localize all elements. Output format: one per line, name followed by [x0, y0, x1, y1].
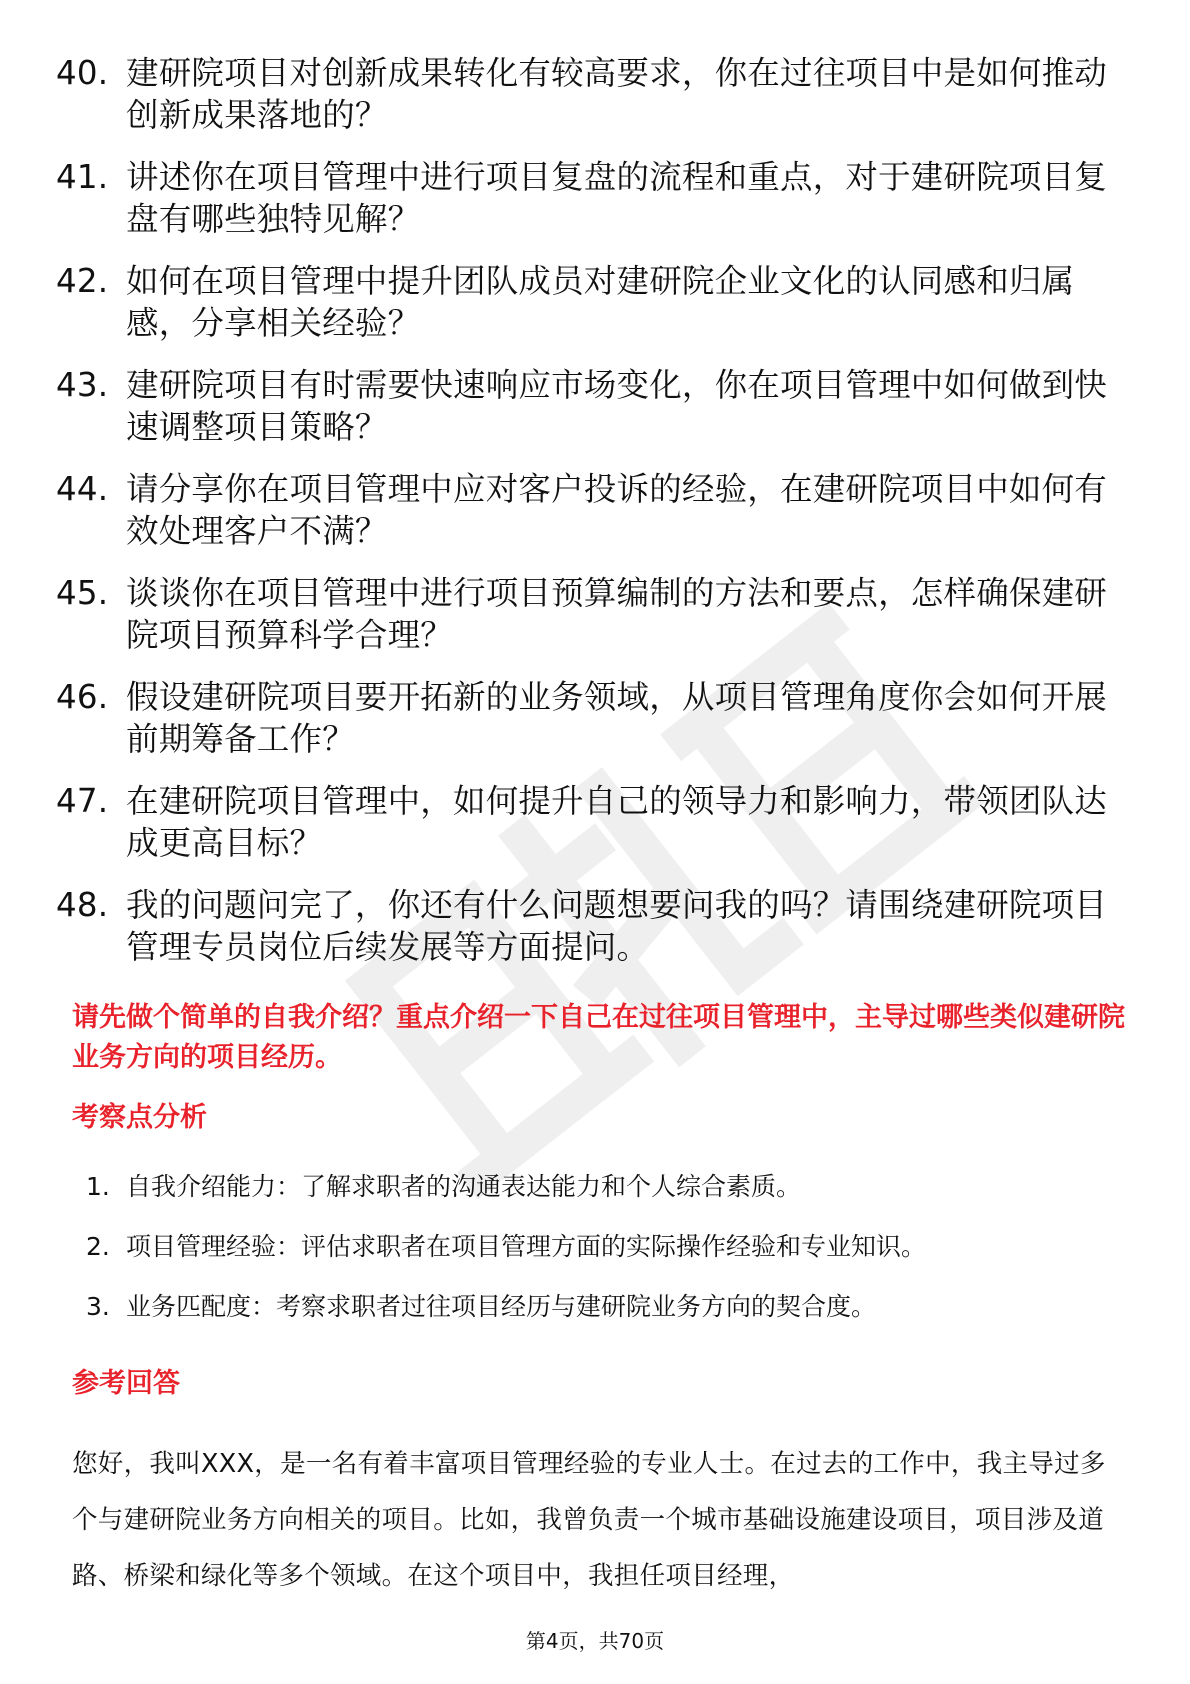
question-text: 我的问题问完了，你还有什么问题想要问我的吗？请围绕建研院项目管理专员岗位后续发展等方面提问。 — [126, 886, 1108, 966]
question-text: 请分享你在项目管理中应对客户投诉的经验，在建研院项目中如何有效处理客户不满？ — [126, 470, 1108, 550]
question-item — [56, 468, 1136, 552]
answer-paragraph: 您好，我叫XXX，是一名有着丰富项目管理经验的专业人士。在过去的工作中，我主导过多个与建研院业务方向相关的项目。比如，我曾负责一个城市基础设施建设项目，项目涉及道路、桥梁和绿化等多个领域。在这个项目中，我担任项目经理， — [72, 1449, 1106, 1591]
point-text: 项目管理经验：评估求职者在项目管理方面的实际操作经验和专业知识。 — [126, 1232, 927, 1261]
point-number: 2. — [86, 1232, 110, 1261]
answer-title: 参考回答 — [72, 1368, 180, 1399]
question-number: 43. — [56, 366, 109, 404]
analysis-points — [86, 1170, 1136, 1350]
question-text: 建研院项目对创新成果转化有较高要求，你在过往项目中是如何推动创新成果落地的？ — [126, 54, 1108, 134]
point-number: 1. — [86, 1172, 110, 1201]
question-text: 谈谈你在项目管理中进行项目预算编制的方法和要点，怎样确保建研院项目预算科学合理？ — [126, 574, 1108, 654]
question-number: 41. — [56, 158, 109, 196]
question-item — [56, 780, 1136, 864]
analysis-point — [86, 1230, 1136, 1264]
question-item — [56, 260, 1136, 344]
analysis-title: 考察点分析 — [72, 1102, 207, 1133]
question-text: 假设建研院项目要开拓新的业务领域，从项目管理角度你会如何开展前期筹备工作？ — [126, 678, 1108, 758]
question-text: 讲述你在项目管理中进行项目复盘的流程和重点，对于建研院项目复盘有哪些独特见解？ — [126, 158, 1108, 238]
question-item — [56, 156, 1136, 240]
question-item — [56, 364, 1136, 448]
question-list — [56, 52, 1136, 988]
question-text: 如何在项目管理中提升团队成员对建研院企业文化的认同感和归属感，分享相关经验？ — [126, 262, 1075, 342]
question-item — [56, 52, 1136, 136]
analysis-point — [86, 1290, 1136, 1324]
page-footer: 第4页，共70页 — [525, 1629, 665, 1653]
question-item — [56, 884, 1136, 968]
analysis-point — [86, 1170, 1136, 1204]
question-number: 42. — [56, 262, 109, 300]
question-number: 44. — [56, 470, 109, 508]
question-number: 45. — [56, 574, 109, 612]
point-number: 3. — [86, 1292, 110, 1321]
question-number: 40. — [56, 54, 109, 92]
question-text: 建研院项目有时需要快速响应市场变化，你在项目管理中如何做到快速调整项目策略？ — [126, 366, 1108, 446]
question-text: 在建研院项目管理中，如何提升自己的领导力和影响力，带领团队达成更高目标？ — [126, 782, 1108, 862]
point-text: 业务匹配度：考察求职者过往项目经历与建研院业务方向的契合度。 — [126, 1292, 877, 1321]
question-item — [56, 676, 1136, 760]
question-number: 46. — [56, 678, 109, 716]
point-text: 自我介绍能力：了解求职者的沟通表达能力和个人综合素质。 — [126, 1172, 802, 1201]
question-number: 48. — [56, 886, 109, 924]
question-number: 47. — [56, 782, 109, 820]
question-item — [56, 572, 1136, 656]
highlight-question: 请先做个简单的自我介绍？重点介绍一下自己在过往项目管理中，主导过哪些类似建研院业务方向的项目经历。 — [72, 1002, 1125, 1073]
